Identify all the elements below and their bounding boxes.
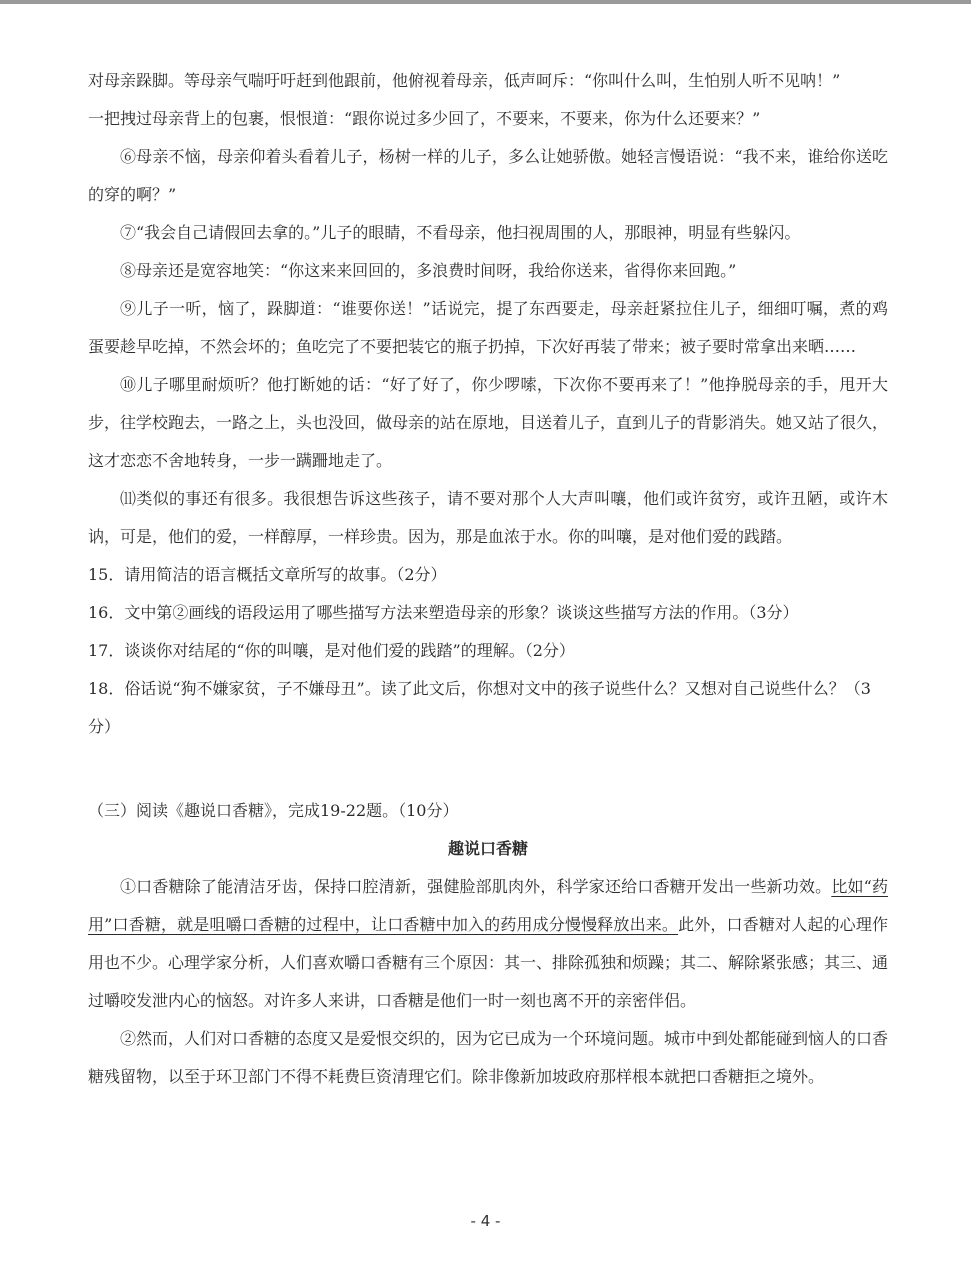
scan-top-border [0, 0, 971, 4]
story-paragraph-11: ⑾类似的事还有很多。我很想告诉这些孩子，请不要对那个人大声叫嚷，他们或许贫穷，或许丑陋，或许木讷，可是，他们的爱，一样醇厚，一样珍贵。因为，那是血浓于水。你的叫嚷，是对他们爱的践踏。 [88, 489, 888, 546]
story-paragraph-6: ⑥母亲不恼，母亲仰着头看着儿子，杨树一样的儿子，多么让她骄傲。她轻言慢语说：“我不来，谁给你送吃的穿的啊？” [88, 147, 888, 204]
story-paragraph-7: ⑦“我会自己请假回去拿的。”儿子的眼睛，不看母亲，他扫视周围的人，那眼神，明显有些躲闪。 [120, 223, 801, 242]
story-paragraph-10: ⑩儿子哪里耐烦听？他打断她的话：“好了好了，你少啰嗦，下次你不要再来了！”他挣脱母亲的手，甩开大步，往学校跑去，一路之上，头也没回，做母亲的站在原地，目送着儿子，直到儿子的背影消失。她又站了很久，这才恋恋不舍地转身，一步一蹒跚地走了。 [88, 375, 889, 470]
page-content [88, 62, 888, 1096]
section-3-intro: （三）阅读《趣说口香糖》，完成19-22题。（10分） [88, 801, 459, 820]
article-title: 趣说口香糖 [447, 839, 528, 858]
question-15: 15．请用简洁的语言概括文章所写的故事。（2分） [88, 565, 447, 584]
question-18: 18．俗话说“狗不嫌家贫，子不嫌母丑”。读了此文后，你想对文中的孩子说些什么？又想对自己说些什么？（3分） [88, 679, 871, 736]
question-17: 17．谈谈你对结尾的“你的叫嚷，是对他们爱的践踏”的理解。（2分） [88, 641, 575, 660]
story-paragraph-5-continued-line-2: 一把拽过母亲背上的包裹，恨恨道：“跟你说过多少回了，不要来，不要来，你为什么还要来？” [88, 109, 761, 128]
story-paragraph-9: ⑨儿子一听，恼了，跺脚道：“谁要你送！”话说完，提了东西要走，母亲赶紧拉住儿子，细细叮嘱，煮的鸡蛋要趁早吃掉，不然会坏的；鱼吃完了不要把装它的瓶子扔掉，下次好再装了带来；被子要时常拿出来晒…… [88, 299, 888, 356]
question-16: 16．文中第②画线的语段运用了哪些描写方法来塑造母亲的形象？谈谈这些描写方法的作用。（3分） [88, 603, 799, 622]
story-paragraph-5-continued-line-1: 对母亲跺脚。等母亲气喘吁吁赶到他跟前，他俯视着母亲，低声呵斥：“你叫什么叫，生怕别人听不见呐！” [88, 71, 841, 90]
article-paragraph-1-start: ①口香糖除了能清洁牙齿，保持口腔清新，强健脸部肌肉外，科学家还给口香糖开发出一些新功效。 [120, 877, 832, 896]
story-paragraph-8: ⑧母亲还是宽容地笑：“你这来来回回的，多浪费时间呀，我给你送来，省得你来回跑。” [120, 261, 737, 280]
article-paragraph-1-underlined: 比如“药用”口香糖，就是咀嚼口香糖的过程中，让口香糖中加入的药用成分慢慢释放出来。 [88, 877, 888, 934]
page-number: - 4 - [470, 1212, 501, 1230]
article-paragraph-1-rest: 此外，口香糖对人起的心理作用也不少。心理学家分析，人们喜欢嚼口香糖有三个原因：其一、排除孤独和烦躁；其二、解除紧张感；其三、通过嚼咬发泄内心的恼怒。对许多人来讲，口香糖是他们一时一刻也离不开的亲密伴侣。 [88, 915, 889, 1010]
article-paragraph-1 [88, 868, 888, 1020]
article-paragraph-2: ②然而，人们对口香糖的态度又是爱恨交织的，因为它已成为一个环境问题。城市中到处都能碰到恼人的口香糖残留物，以至于环卫部门不得不耗费巨资清理它们。除非像新加坡政府那样根本就把口香糖拒之境外。 [88, 1029, 889, 1086]
